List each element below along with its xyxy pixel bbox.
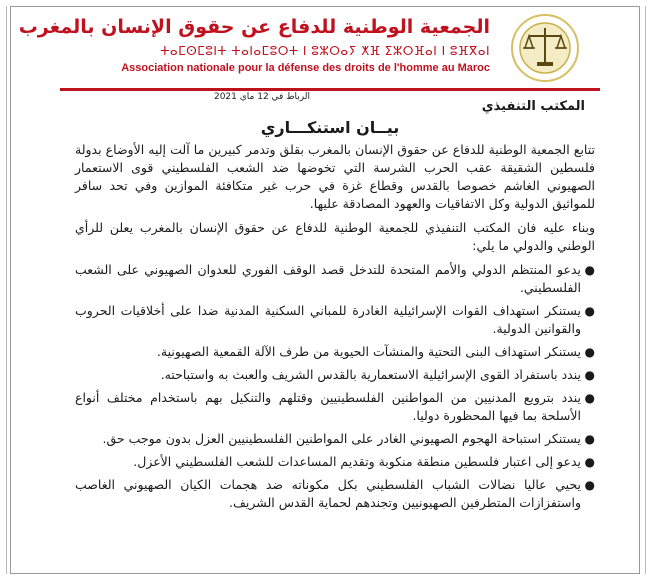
list-item-text: يدعو المنتظم الدولي والأمم المتحدة للتدخل قصد الوقف الفوري للعدوان الصهيوني على الشعب الفلسطيني. <box>75 262 581 295</box>
bullet-icon: ● <box>584 263 595 277</box>
list-item <box>75 389 595 425</box>
list-item <box>75 430 595 448</box>
list-item-text: يندد باستفراد القوى الإسرائيلية الاستعمارية بالقدس الشريف والعبث به واستباحته. <box>160 367 581 382</box>
list-item-text: يستنكر استهداف البنى التحتية والمنشآت الحيوية من طرف الآلة القمعية الصهيونية. <box>156 344 581 359</box>
bullet-icon: ● <box>584 391 595 405</box>
demands-list <box>75 261 595 512</box>
org-name-tifinagh: ⵜⴰⵎⵙⵎⵓⵏⵜ ⵜⴰⵏⴰⵎⵓⵔⵜ ⵏ ⵓⵣⵔⴰⵢ ⵅⴼ ⵉⵣⵔⴼⴰⵏ ⵏ ⵓⴼⴳⴰⵏ <box>160 44 490 58</box>
bullet-icon: ● <box>584 304 595 318</box>
list-item <box>75 453 595 471</box>
letterhead <box>18 10 585 85</box>
list-item-text: يحيي عاليا نضالات الشباب الفلسطيني بكل مكوناته ضد هجمات الكيان الصهيوني الغاصب واستفزازات المتطرفين الصهيونيين وتجندهم لحماية القدس الشريف. <box>75 477 581 510</box>
list-item-text: يستنكر استهداف القوات الإسرائيلية الغادرة للمباني السكنية المدنية ضدا على أخلاقيات الحروب والقوانين الدولية. <box>75 303 581 336</box>
bullet-icon: ● <box>584 432 595 446</box>
org-name-french: Association nationale pour la défense des droits de l'homme au Maroc <box>121 62 490 74</box>
list-item <box>75 343 595 361</box>
scan-edge-right <box>645 6 646 574</box>
list-item <box>75 302 595 338</box>
intro-paragraph: تتابع الجمعية الوطنية للدفاع عن حقوق الإنسان بالمغرب بقلق وتدمر كبيرين ما آلت إليه الأوضاع بدولة فلسطين الشقيقة عقب الحرب الشرسة التي تخوضها ضد الشعب الفلسطيني قوى الاستعمار الصهيوني الغاشم خصوصا بالقدس وقطاع غزة في حرب غير متكافئة الموازين وفي تحد سافر للمواثيق الدولية وكل الاتفاقيات والعهود المصادقة عليها. <box>75 142 595 211</box>
bullet-icon: ● <box>584 345 595 359</box>
bullet-icon: ● <box>584 455 595 469</box>
statement-title: بيــان استنكـــاري <box>260 118 400 137</box>
bullet-icon: ● <box>584 478 595 492</box>
list-item-text: يستنكر استباحة الهجوم الصهيوني الغادر على المواطنين الفلسطينيين العزل بدون موجب حق. <box>102 431 581 446</box>
scan-edge-left <box>6 6 7 574</box>
scales-of-justice-logo-icon <box>505 12 585 84</box>
list-item-text: يندد بترويع المدنيين من المواطنين الفلسطينيين وقتلهم والتنكيل بهم باستخدام مختلف أنواع الأسلحة بما فيها المحظورة دوليا. <box>75 390 581 423</box>
list-item <box>75 261 595 297</box>
declaration-paragraph: وبناء عليه فان المكتب التنفيذي للجمعية الوطنية للدفاع عن حقوق الإنسان بالمغرب يعلن للرأي الوطني والدولي ما يلي: <box>75 220 595 253</box>
org-name-arabic: الجمعية الوطنية للدفاع عن حقوق الإنسان بالمغرب <box>18 16 490 38</box>
list-item-text: يدعو إلى اعتبار فلسطين منطقة منكوبة وتقديم المساعدات للشعب الفلسطيني الأعزل. <box>133 454 581 469</box>
bullet-icon: ● <box>584 368 595 382</box>
list-item <box>75 476 595 512</box>
document-date: الرباط في 12 ماي 2021 <box>213 92 310 102</box>
list-item <box>75 366 595 384</box>
header-divider <box>60 88 600 91</box>
issuer-label: المكتب التنفيذي <box>481 99 585 114</box>
statement-body <box>75 141 595 517</box>
